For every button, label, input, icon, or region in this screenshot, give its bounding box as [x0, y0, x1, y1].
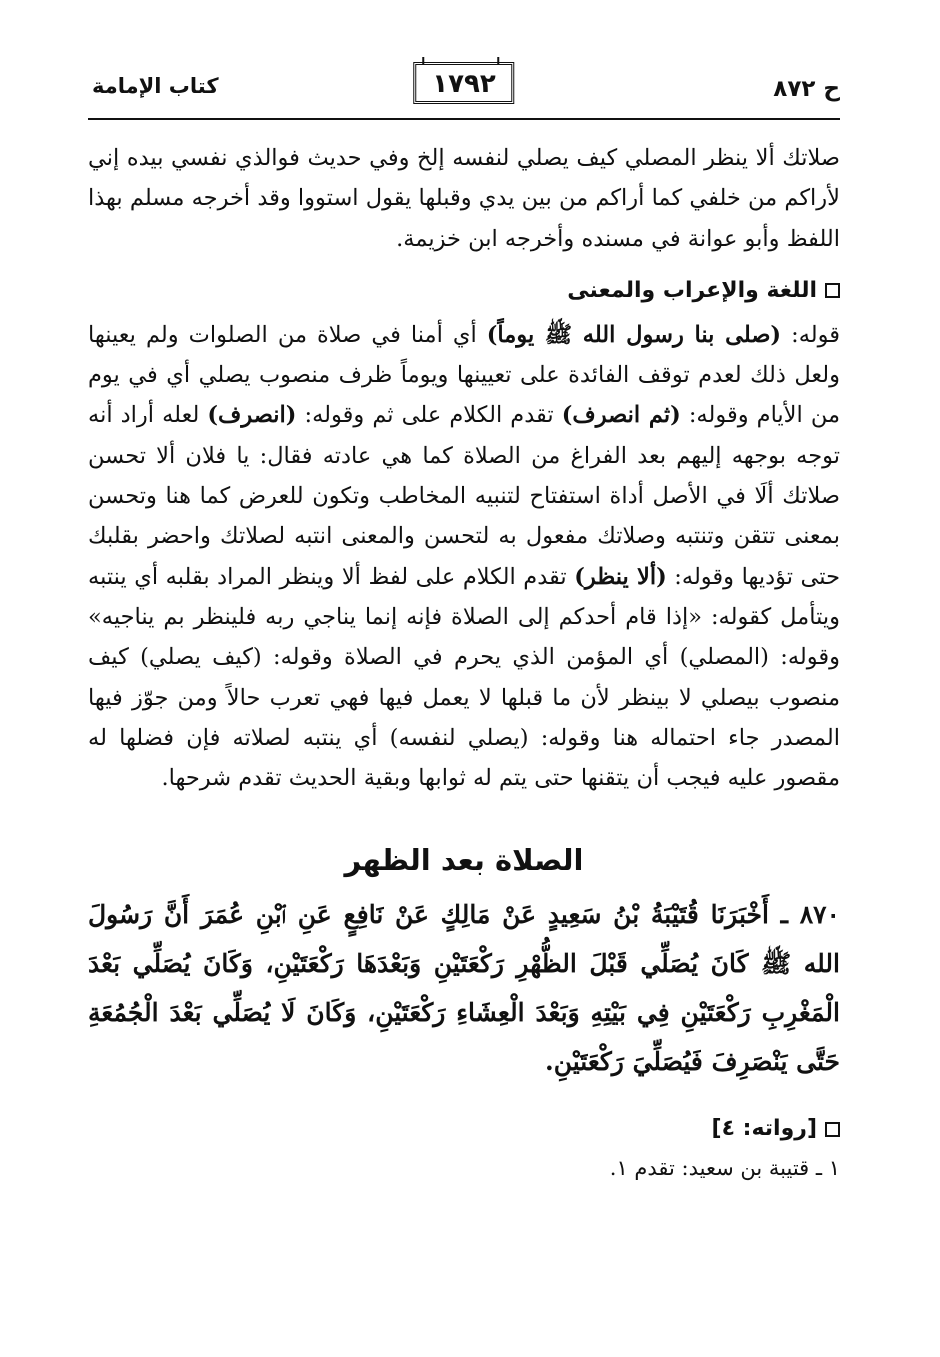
section-heading — [88, 273, 840, 309]
narrators-heading — [88, 1111, 840, 1147]
hadith-text: ٨٧٠ ـ أَخْبَرَنَا قُتَيْبَةُ بْنُ سَعِيدٍ عَنْ مَالِكٍ عَنْ نَافِعٍ عَنِ ٱبْنِ عُمَرَ أَنَّ رَسُولَ الله ﷺ كَانَ يُصَلِّي قَبْلَ الظُّهْرِ رَكْعَتَيْنِ وَبَعْدَهَا رَكْعَتَيْنِ، وَكَانَ يُصَلِّي بَعْدَ الْمَغْرِبِ رَكْعَتَيْنِ فِي بَيْتِهِ وَبَعْدَ الْعِشَاءِ رَكْعَتَيْنِ، وَكَانَ لَا يُصَلِّي بَعْدَ الْجُمُعَةِ حَتَّى يَنْصَرِفَ فَيُصَلِّيَ رَكْعَتَيْنِ. — [88, 900, 840, 1077]
page-number: ١٧٩٢ — [413, 62, 514, 104]
text-run: تقدم الكلام على لفظ ألا وينظر المراد بقلبه أي ينتبه ويتأمل كقوله: «إذا قام أحدكم إلى الصلاة فإنه إنما يناجي ربه فلينظر بم يناجيه» وقوله: (المصلي) أي المؤمن الذي يحرم في الصلاة وقوله: (كيف يصلي) كيف منصوب بيصلي لا بينظر لأن ما قبلها لا يعمل فيها فهي تعرب حالاً ومن جوّز فيها المصدر جاء احتماله هنا وقوله: (يصلي لنفسه) أي ينتبه لصلاته فإن فضلها له مقصور عليه فيجب أن يتقنها حتى يتم له ثوابها وبقية الحديث تقدم شرحها. — [88, 563, 840, 792]
quoted-phrase: (ثم انصرف) — [561, 402, 681, 429]
narrators-heading-text: [رواته: ٤] — [711, 1116, 817, 1142]
quoted-phrase: (انصرف) — [207, 402, 297, 429]
square-bullet-icon — [825, 1122, 840, 1137]
square-bullet-icon — [825, 283, 840, 298]
book-title: كتاب الإمامة — [92, 74, 219, 98]
text-run: تقدم الكلام على ثم وقوله: — [296, 402, 562, 429]
quoted-phrase: (ألا ينظر) — [574, 563, 667, 590]
quoted-phrase: (صلى بنا رسول الله ﷺ يوماً) — [486, 321, 782, 348]
commentary-paragraph-2 — [88, 315, 840, 799]
hadith-reference: ح ٨٧٢ — [773, 76, 840, 102]
document-page — [88, 62, 840, 1185]
text-run: قوله: — [781, 321, 840, 348]
page-header — [88, 62, 840, 120]
section-heading-text: اللغة والإعراب والمعنى — [567, 277, 817, 303]
narrator-item: ١ ـ قتيبة بن سعيد: تقدم ١. — [609, 1156, 840, 1181]
text-run: أي أمنا في صلاة من الصلوات ولم يعينها ولعل ذلك لعدم توقف الفائدة على تعيينها ويوماً ظرف منصوب يصلي أي في يوم من الأيام وقوله: — [88, 321, 841, 429]
chapter-title: الصلاة بعد الظهر — [344, 843, 584, 878]
text-run: لعله أراد أنه توجه بوجهه إليهم بعد الفراغ من الصلاة كما هي عادته فقال: يا فلان ألا تحسن صلاتك ألَا في الأصل أداة استفتاح لتنبيه المخاطب وتكون للعرض كما هنا وتحسن بمعنى تتقن وتنتبه وصلاتك مفعول به لتحسن والمعنى انتبه لصلاتك واحضر بقلبك حتى تؤديها وقوله: — [88, 402, 840, 590]
commentary-paragraph-1: صلاتك ألا ينظر المصلي كيف يصلي لنفسه إلخ وفي حديث فوالذي نفسي بيده إني لأراكم من خلفي كما أراكم من بين يدي وقبلها يقول استووا وقد أخرجه مسلم بهذا اللفظ وأبو عوانة في مسنده وأخرجه ابن خزيمة. — [88, 145, 840, 252]
